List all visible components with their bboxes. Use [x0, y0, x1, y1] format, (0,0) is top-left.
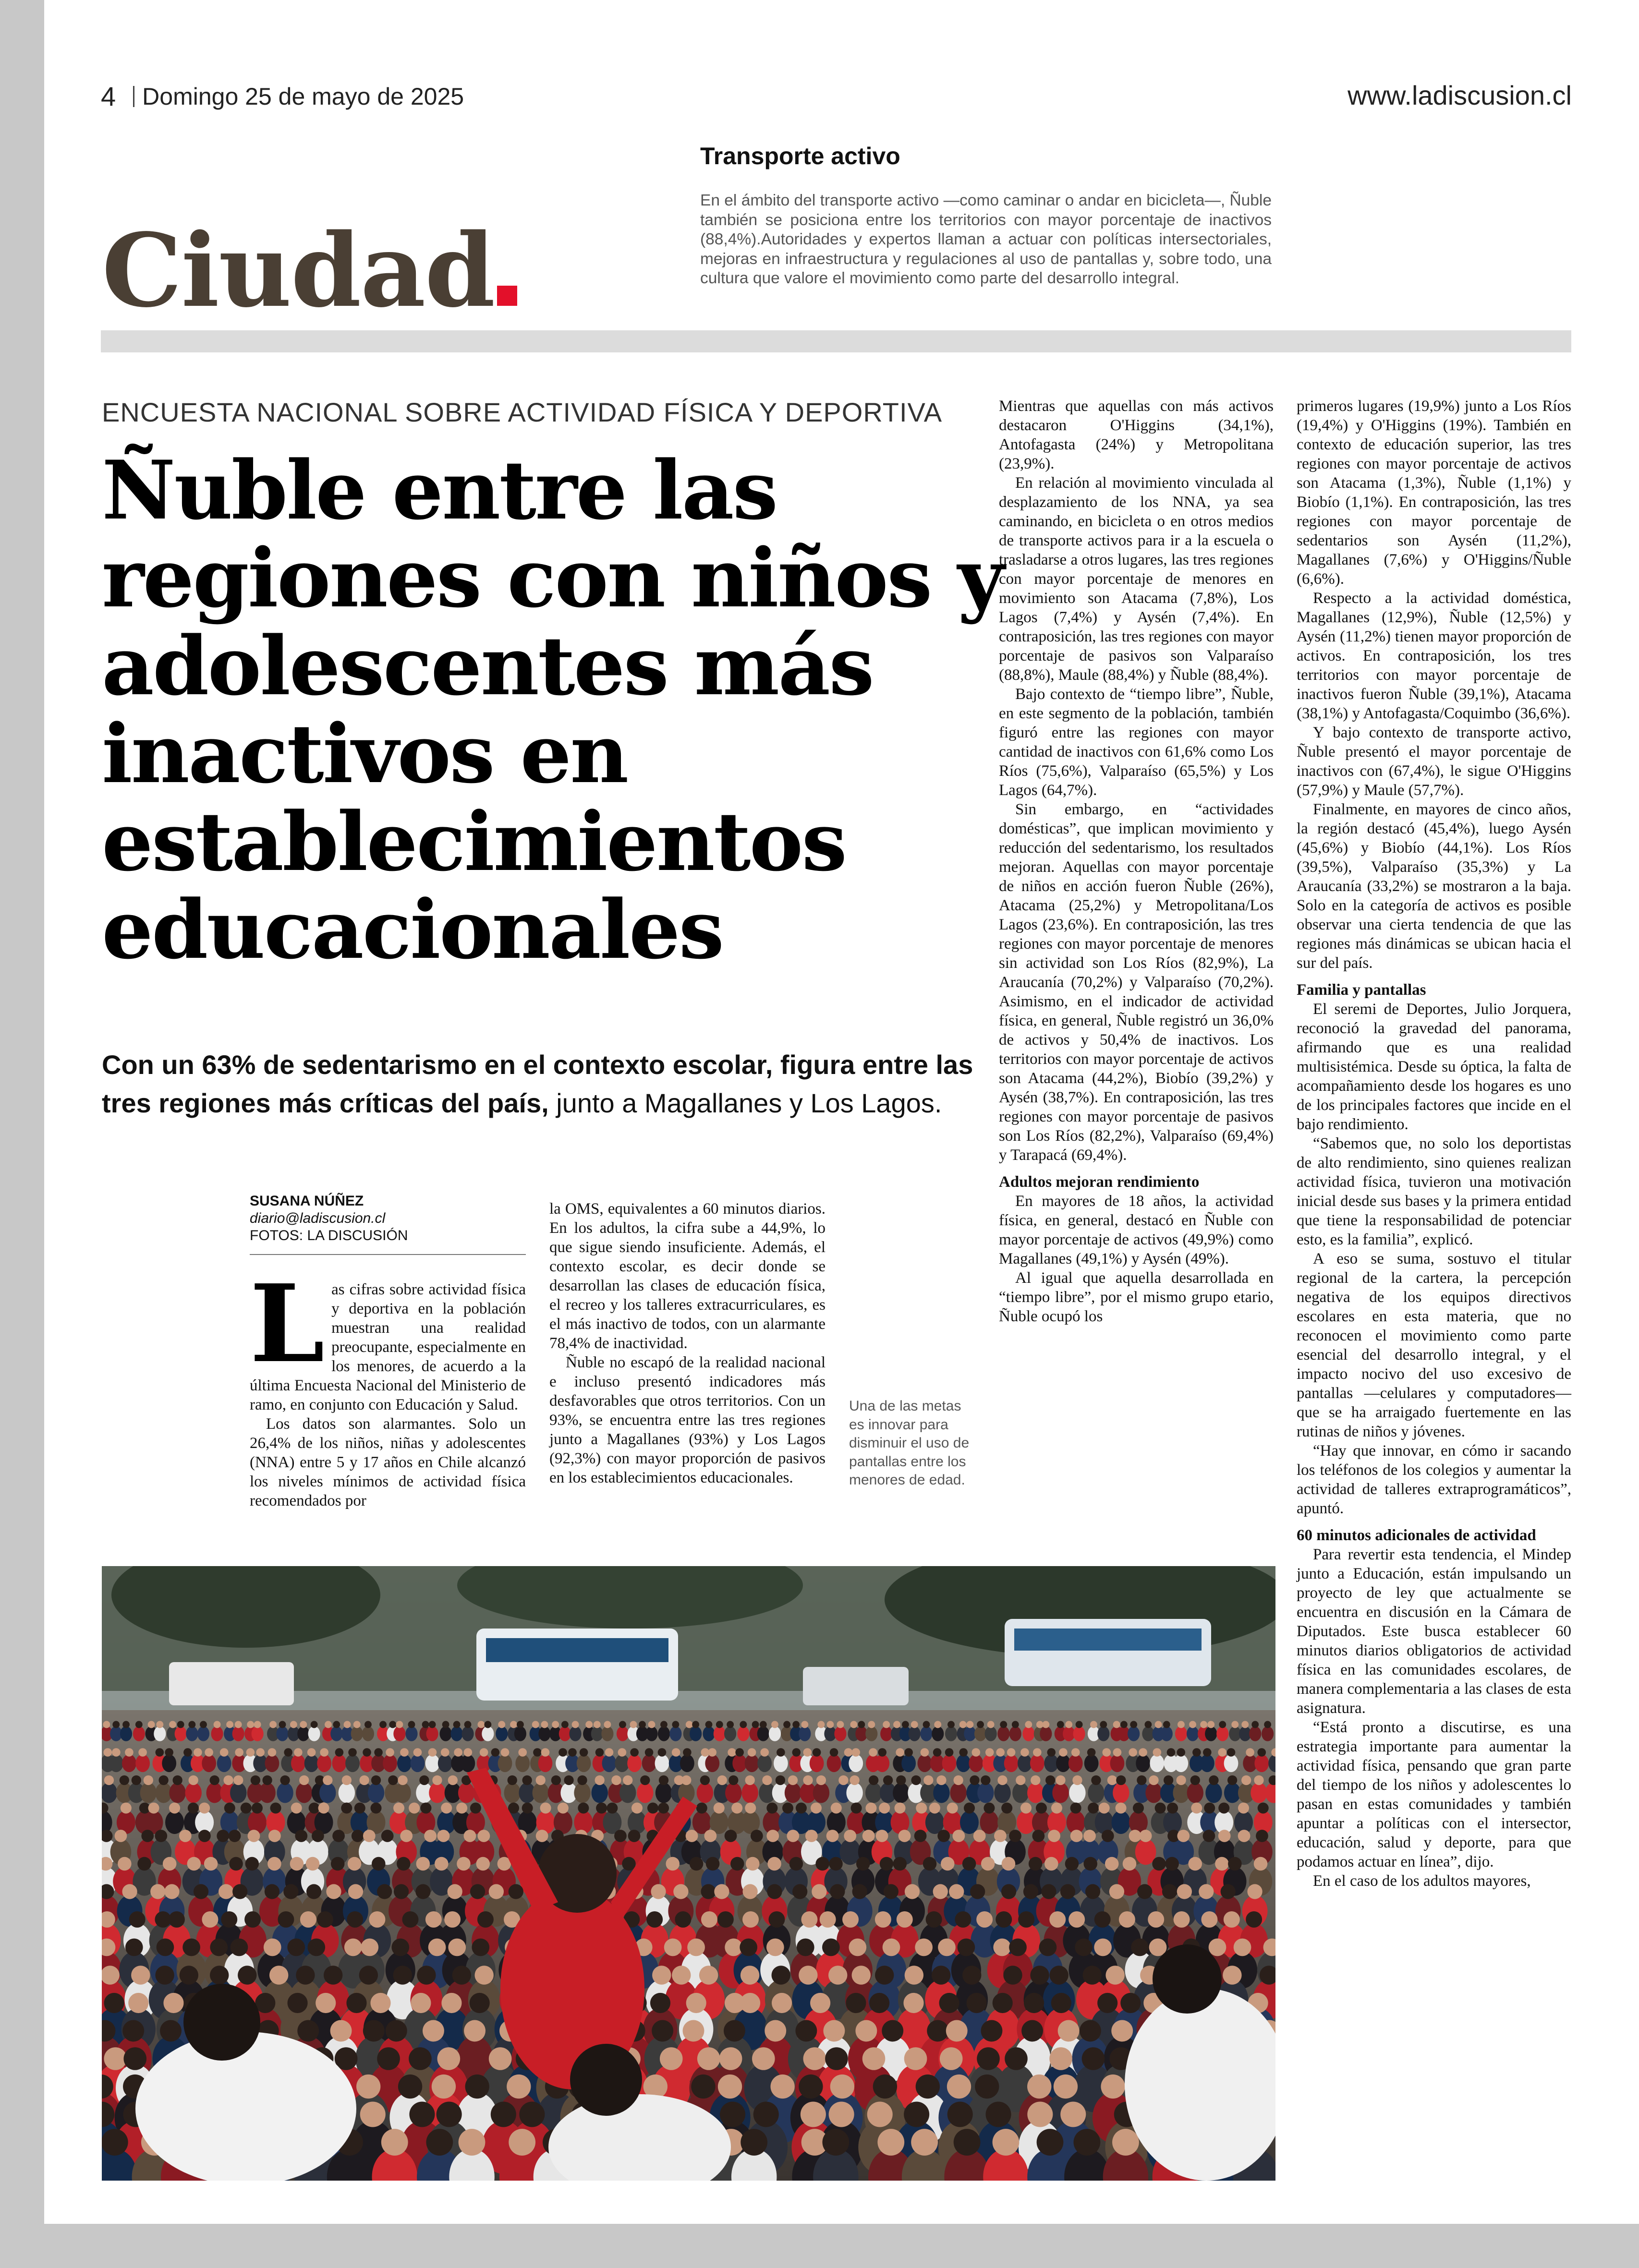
paragraph: En mayores de 18 años, la actividad física, en general, destacó en Ñuble con mayor porcentaje de activos (49,9%) como Magallanes (49,1%) y Aysén (49%). [999, 1193, 1274, 1267]
page-number: 4 [101, 81, 116, 111]
paragraph: Bajo contexto de “tiempo libre”, Ñuble, en este segmento de la población, también figuró entre las regiones con mayor cantidad de inactivos con 61,6% como Los Ríos (75,6%), Valparaíso (65,5%) y Los Lagos (64,7%). [999, 686, 1274, 799]
page-frame-bottom [0, 2224, 1639, 2268]
deck-bold: Con un 63% de sedentarismo en el contexto escolar, figura entre las tres regiones más críticas del país, [102, 1050, 973, 1118]
page-frame-left [0, 0, 44, 2268]
article-column-2 [549, 1199, 826, 1487]
paragraph: Mientras que aquellas con más activos destacaron O'Higgins (34,1%), Antofagasta (24%) y Metropolitana (23,9%). [999, 398, 1274, 472]
promo-title: Transporte activo [700, 143, 900, 169]
paragraph: Finalmente, en mayores de cinco años, la región destacó (45,4%), luego Aysén (45,6%) y Biobío (44,1%). Los Ríos (39,5%), Valparaíso (35,3%) y La Araucanía (33,2%) se mostraron a la baja. Solo en la categoría de activos es posible observar una cierta tendencia de que las regiones más dinámicas se ubican hacia el sur del país. [1297, 801, 1571, 972]
article-kicker: ENCUESTA NACIONAL SOBRE ACTIVIDAD FÍSICA Y DEPORTIVA [102, 397, 943, 427]
paragraph: “Sabemos que, no solo los deportistas de alto rendimiento, sino quienes realizan actividad física, tuvieron una motivación inicial desde sus bases y la primera entidad que tiene la responsabilidad de potenciar esto, es la familia”, explicó. [1297, 1135, 1571, 1248]
paragraph: El seremi de Deportes, Julio Jorquera, reconoció la gravedad del panorama, afirmando que es una realidad multisistémica. Desde su óptica, la falta de acompañamiento desde los hogares es uno de los principales factores que incide en el bajo rendimiento. [1297, 1001, 1571, 1133]
paragraph: “Está pronto a discutirse, es una estrategia importante para aumentar la actividad física, pensando que gran parte del tiempo de los niños y adolescentes lo pasan en estas comunidades y también apuntar a políticas con el intersector, educación, salud y deporte, para que podamos actuar en línea”, dijo. [1297, 1719, 1571, 1870]
drop-cap: L [250, 1262, 325, 1387]
website-url[interactable]: www.ladiscusion.cl [1348, 80, 1572, 110]
crowd-photo-illustration [102, 1566, 1275, 2181]
paragraph: Y bajo contexto de transporte activo, Ñuble presentó el mayor porcentaje de inactivos con (67,4%), le sigue O'Higgins (57,9%) y Maule (57,7%). [1297, 724, 1571, 799]
section-title [102, 211, 517, 330]
paragraph: la OMS, equivalentes a 60 minutos diarios. En los adultos, la cifra sube a 44,9%, lo que sigue siendo insuficiente. Además, el contexto escolar, es decir donde se desarrollan las clases de educación física, el recreo y los talleres extracurriculares, es el más inactivo de todos, con un alarmante 78,4% de inactividad. [549, 1200, 826, 1352]
paragraph: Ñuble no escapó de la realidad nacional e incluso presentó indicadores más desfavorables que otros territorios. Con un 93%, se encuentra entre las tres regiones junto a Magallanes (93%) y Los Lagos (92,3%) con mayor proporción de pasivos en los establecimientos educacionales. [549, 1354, 826, 1486]
header-band [101, 330, 1571, 352]
article-deck [102, 1046, 981, 1122]
section-accent-dot [497, 286, 517, 306]
paragraph: En relación al movimiento vinculada al desplazamiento de los NNA, ya sea caminando, en bicicleta o en otros medios de transporte activos para ir a la escuela o trasladarse a otros lugares, las tres regiones con mayor porcentaje de menores en movimiento son Atacama (7,8%), Los Lagos (7,4%) y Aysén (7,4%). En contraposición, las tres regiones con mayor porcentaje de pasivos son Valparaíso (88,8%), Maule (88,4%) y Ñuble (88,4%). [999, 474, 1274, 684]
edition-date: Domingo 25 de mayo de 2025 [142, 83, 464, 110]
paragraph: “Hay que innovar, en cómo ir sacando los teléfonos de los colegios y aumentar la actividad de talleres extraprogramáticos”, apuntó. [1297, 1442, 1571, 1517]
deck-regular: junto a Magallanes y Los Lagos. [548, 1088, 942, 1118]
paragraph: Respecto a la actividad doméstica, Magallanes (12,9%), Ñuble (12,5%) y Aysén (11,2%) tienen mayor proporción de activos. En contraposición, los tres territorios con mayor porcentaje de inactivos fueron Ñuble (39,1%), Atacama (38,1%) y Antofagasta/Coquimbo (36,6%). [1297, 590, 1571, 722]
paragraph: A eso se suma, sostuvo el titular regional de la cartera, la percepción negativa de los equipos directivos escolares en esta materia, que no reconocen el movimiento como parte esencial del desarrollo integral, y el impacto nocivo del uso excesivo de pantallas —celulares y computadores— que se ha arraigado fuertemente en las rutinas de niños y jóvenes. [1297, 1250, 1571, 1440]
byline-author: SUSANA NÚÑEZ [250, 1193, 364, 1209]
subheading: Familia y pantallas [1297, 981, 1426, 999]
paragraph: Al igual que aquella desarrollada en “tiempo libre”, por el mismo grupo etario, Ñuble ocupó los [999, 1269, 1274, 1325]
article-column-4 [1297, 397, 1571, 1891]
folio [101, 81, 464, 112]
promo-text: En el ámbito del transporte activo —como caminar o andar en bicicleta—, Ñuble también se posiciona entre los territorios con mayor porcentaje de inactivos (88,4%).Autoridades y expertos llaman a actuar con políticas intersectoriales, mejoras en infraestructura y regulaciones al uso de pantallas y, sobre todo, una cultura que valore el movimiento como parte del desarrollo integral. [700, 192, 1272, 287]
paragraph: En el caso de los adultos mayores, [1313, 1872, 1531, 1890]
article-column-3 [999, 397, 1274, 1326]
paragraph: Sin embargo, en “actividades domésticas”, que implican movimiento y reducción del sedentarismo, los resultados mejoran. Aquellas con mayor porcentaje de niños en acción fueron Ñuble (26%), Atacama (25,2%) y Metropolitana/Los Lagos (23,6%). En contraposición, las tres regiones con mayor porcentaje de menores sin actividad son Los Ríos (82,9%), La Araucanía (70,2%) y Valparaíso (70,2%). Asimismo, en el indicador de actividad física, en general, Ñuble registró un 36,0% de activos y 50,4% de inactivos. Los territorios con mayor porcentaje de activos son Atacama (44,2%), Biobío (39,2%) y Aysén (38,7%). En contraposición, las tres regiones con mayor porcentaje de pasivos son Los Ríos (82,2%), Valparaíso (69,4%) y Tarapacá (69,4%). [999, 801, 1274, 1164]
byline-rule [250, 1254, 526, 1255]
paragraph: Los datos son alarmantes. Solo un 26,4% de los niños, niñas y adolescentes (NNA) entre 5 y 17 años en Chile alcanzó los niveles mínimos de actividad física recomendados por [250, 1415, 526, 1509]
folio-divider [133, 86, 134, 107]
article-headline: Ñuble entre las regiones con niños y adolescentes más inactivos en establecimientos educacionales [102, 443, 1003, 977]
paragraph: as cifras sobre actividad física y deportiva en la población muestran una realidad preocupante, especialmente en los menores, de acuerdo a la última Encuesta Nacional del Ministerio de ramo, en conjunto con Educación y Salud. [250, 1281, 526, 1413]
paragraph: primeros lugares (19,9%) junto a Los Ríos (19,4%) y O'Higgins (19%). También en contexto de educación superior, las tres regiones con mayor porcentaje de activos son Atacama (1,3%), Ñuble (1,1%) y Biobío (1,1%). En contraposición, las tres regiones con mayor porcentaje de sedentarios son Aysén (11,2%), Magallanes (7,6%) y O'Higgins/Ñuble (6,6%). [1297, 398, 1571, 588]
subheading: 60 minutos adicionales de actividad [1297, 1527, 1536, 1544]
paragraph: Para revertir esta tendencia, el Mindep junto a Educación, están impulsando un proyecto de ley que actualmente se encuentra en discusión en la Cámara de Diputados. Este busca establecer 60 minutos diarios obligatorios de actividad física en las comunidades escolares, de manera complementaria a las clases de esta asignatura. [1297, 1546, 1571, 1717]
subheading: Adultos mejoran rendimiento [999, 1173, 1200, 1191]
article-photo [102, 1566, 1275, 2181]
section-name: Ciudad [102, 211, 495, 330]
byline-photos: FOTOS: LA DISCUSIÓN [250, 1228, 408, 1243]
photo-caption: Una de las metas es innovar para disminuir el uso de pantallas entre los menores de edad. [849, 1398, 970, 1488]
byline [250, 1193, 408, 1244]
byline-email[interactable]: diario@ladiscusion.cl [250, 1210, 386, 1226]
article-column-1 [250, 1262, 526, 1510]
